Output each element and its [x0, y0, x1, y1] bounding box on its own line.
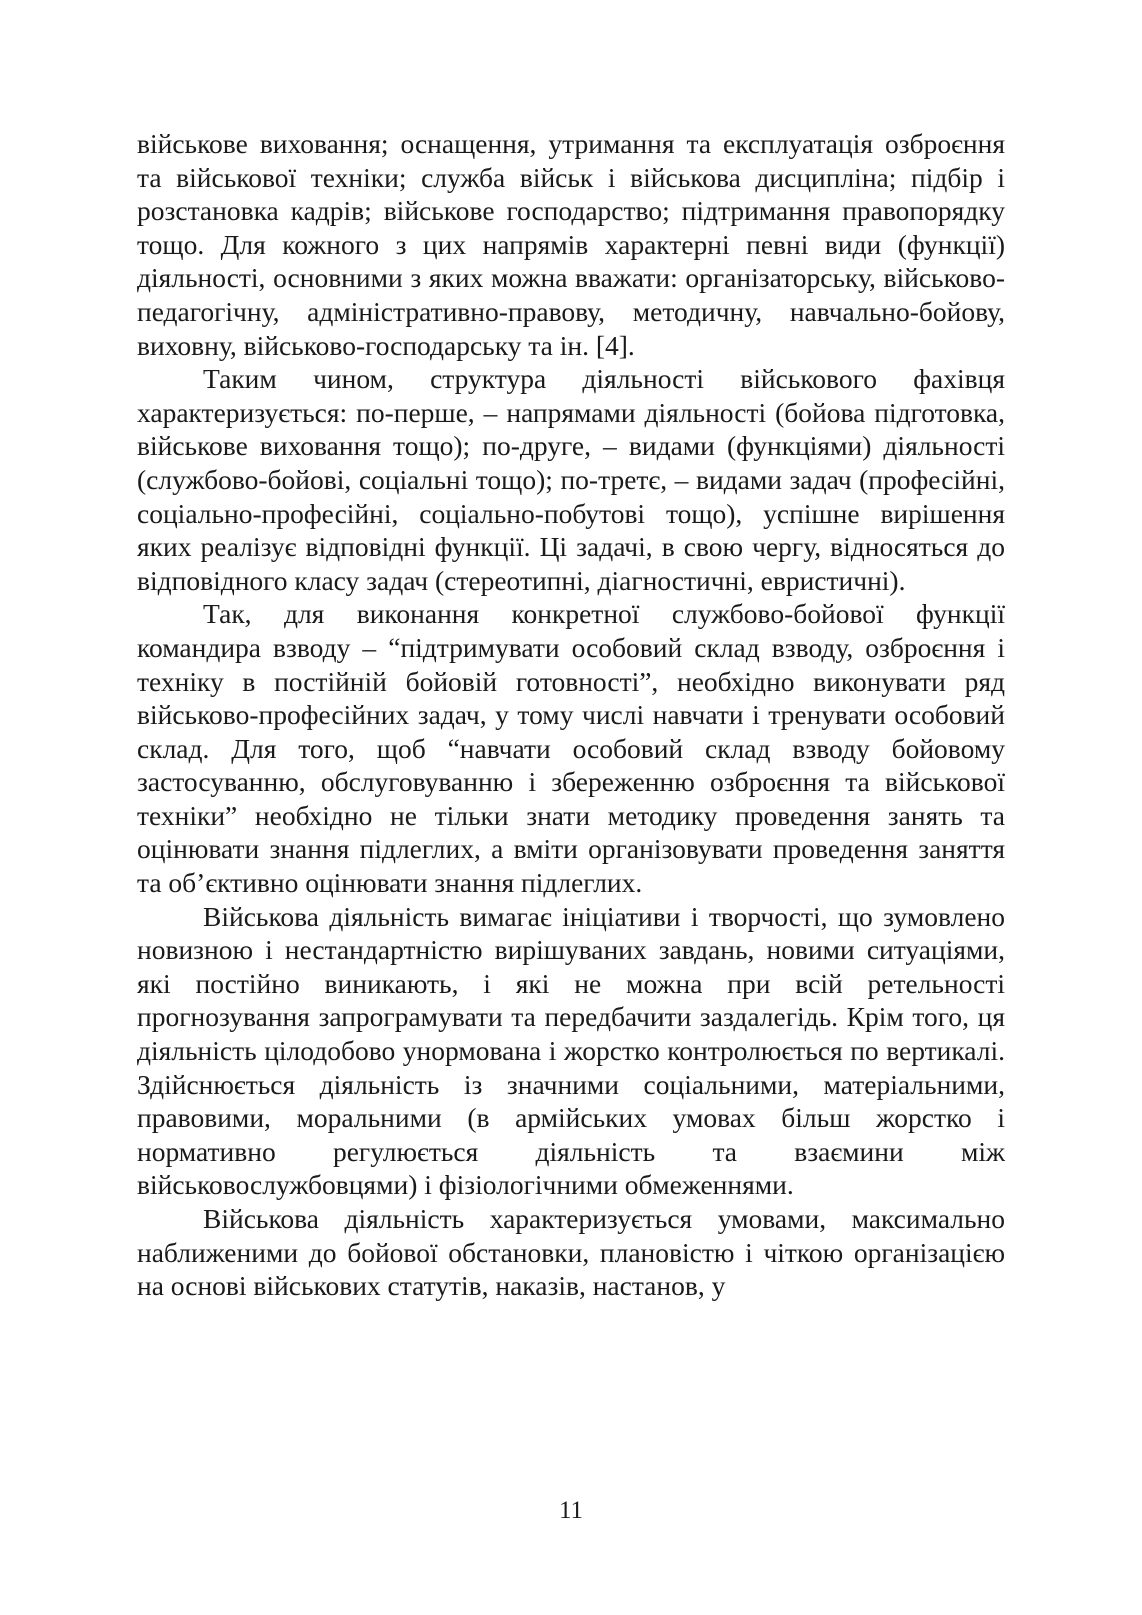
- paragraph-5: Військова діяльність характеризується умовами, максимально наближеними до бойової обстановки, плановістю і чіткою організацією на основі військових статутів, наказів, настанов, у: [137, 1203, 1005, 1302]
- paragraph-2: Таким чином, структура діяльності військового фахівця характеризується: по-перше, – напрямами діяльності (бойова підготовка, військове виховання тощо); по-друге, – видами (функціями) діяльності (службово-бойові, соціальні тощо); по-третє, – видами задач (професійні, соціально-професійні, соціально-побутові тощо), успішне вирішення яких реалізує відповідні функції. Ці задачі, в свою чергу, відносяться до відповідного класу задач (стереотипні, діагностичні, евристичні).: [137, 363, 1005, 596]
- body-text: [137, 127, 1005, 1303]
- paragraph-1: військове виховання; оснащення, утримання та експлуатація озброєння та військової техніки; служба військ і військова дисципліна; підбір і розстановка кадрів; військове господарство; підтримання правопорядку тощо. Для кожного з цих напрямів характерні певні види (функції) діяльності, основними з яких можна вважати: організаторську, військово-педагогічну, адміністративно-правову, методичну, навчально-бойову, виховну, військово-господарську та ін. [4].: [137, 128, 1005, 361]
- paragraph-3: Так, для виконання конкретної службово-бойової функції командира взводу – “підтримувати особовий склад взводу, озброєння і техніку в постійній бойовій готовності”, необхідно виконувати ряд військово-професійних задач, у тому числі навчати і тренувати особовий склад. Для того, щоб “навчати особовий склад взводу бойовому застосуванню, обслуговуванню і збереженню озброєння та військової техніки” необхідно не тільки знати методику проведення занять та оцінювати знання підлеглих, а вміти організовувати проведення заняття та об’єктивно оцінювати знання підлеглих.: [137, 598, 1005, 899]
- page-number: 11: [558, 1497, 584, 1524]
- paragraph-4: Військова діяльність вимагає ініціативи і творчості, що зумовлено новизною і нестандартністю вирішуваних завдань, новими ситуаціями, які постійно виникають, і які не можна при всій ретельності прогнозування запрограмувати та передбачити заздалегідь. Крім того, ця діяльність цілодобово унормована і жорстко контролюється по вертикалі. Здійснюється діяльність із значними соціальними, матеріальними, правовими, моральними (в армійських умовах більш жорстко і нормативно регулюється діяльність та взаємини між військовослужбовцями) і фізіологічними обмеженнями.: [137, 900, 1005, 1201]
